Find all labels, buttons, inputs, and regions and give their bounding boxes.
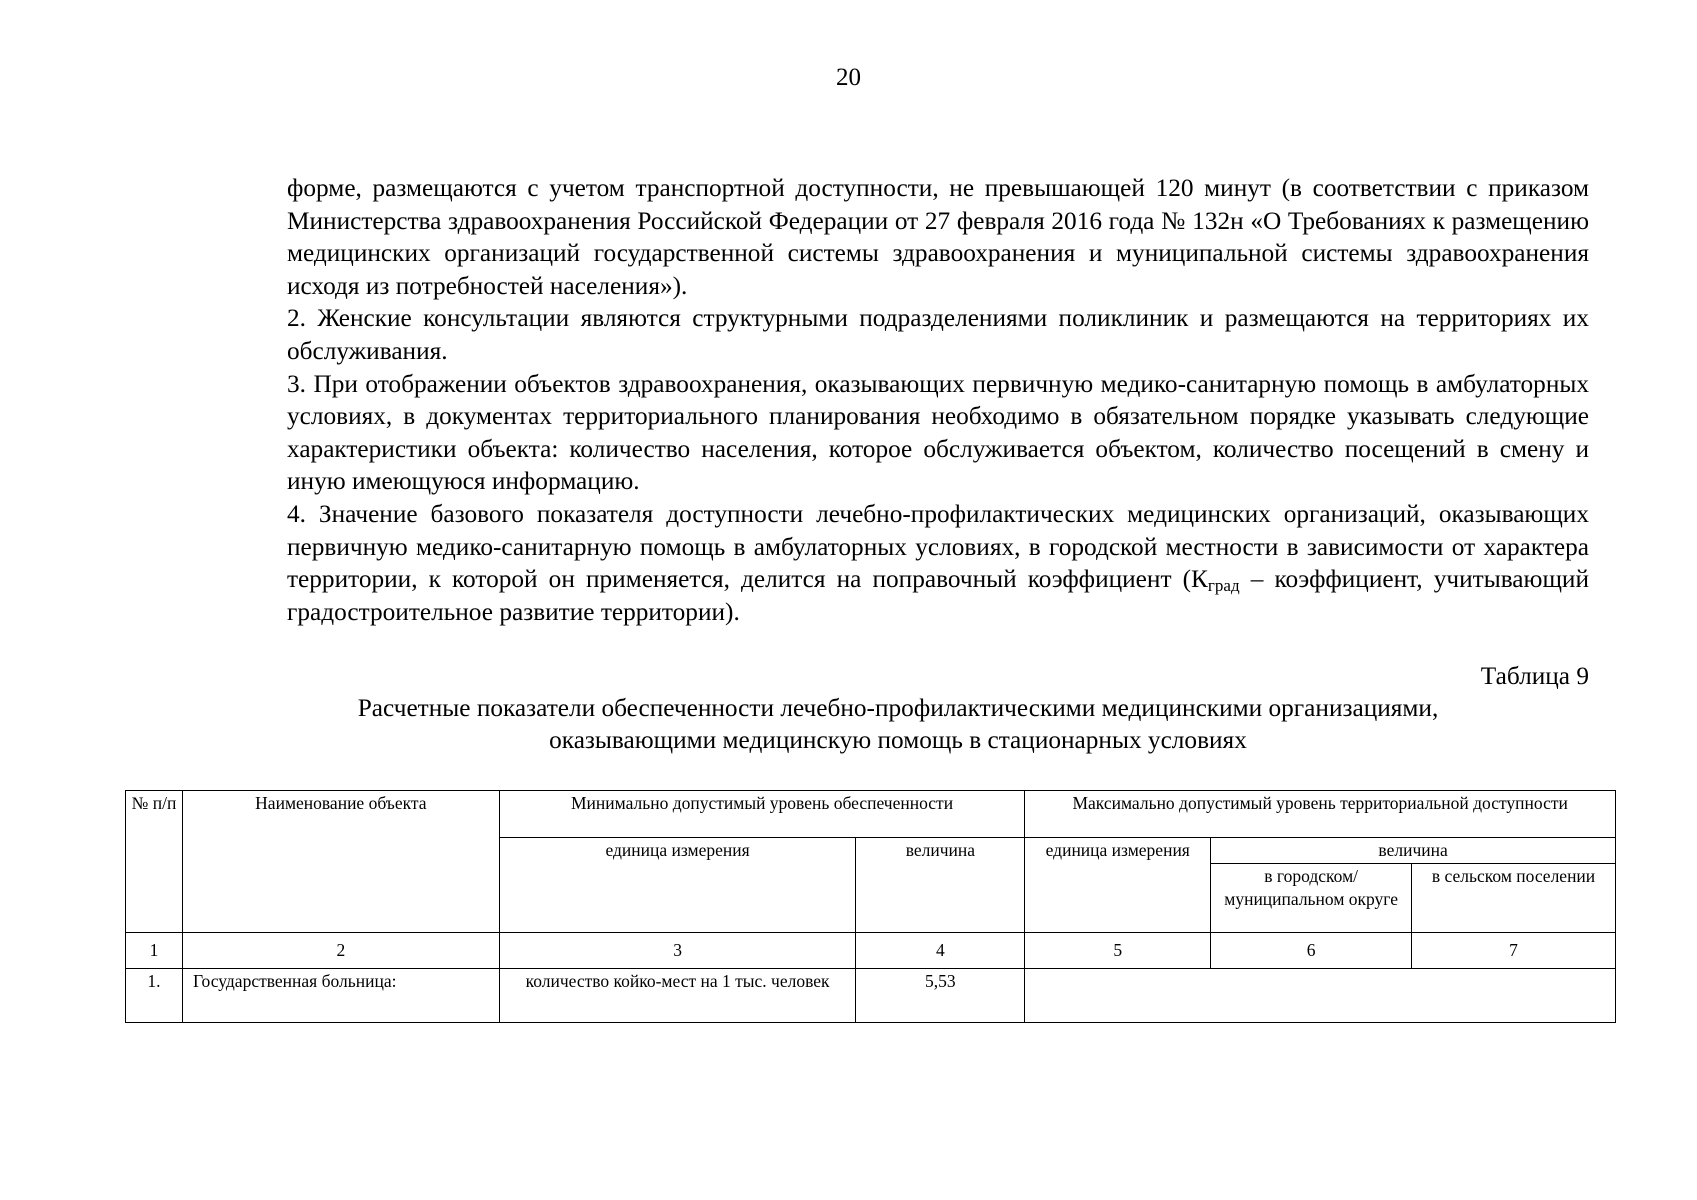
header-urban: в городском/ муниципальном округе <box>1211 864 1412 933</box>
table-title-line-2: оказывающими медицинскую помощь в стационарных условиях <box>549 726 1247 754</box>
header-min-level: Минимально допустимый уровень обеспеченности <box>499 791 1025 838</box>
table-number: Таблица 9 <box>1480 662 1589 690</box>
paragraph-4-main: 4. Значение базового показателя доступности лечебно-профилактических медицинских организаций, оказывающих первичную медико-санитарную помощь в амбулаторных условиях, в городской местности в зависимости от характера территории, к которой он применяется, делится на поправочный коэффициент (К <box>287 499 1589 594</box>
header-value-max: величина <box>1211 838 1616 864</box>
paragraph-2: 2. Женские консультации являются структурными подразделениями поликлиник и размещаются на территориях их обслуживания. <box>287 304 1589 365</box>
row-name: Государственная больница: <box>182 969 499 1023</box>
coefficient-subscript: град <box>1207 576 1240 596</box>
row-unit: количество койко-мест на 1 тыс. человек <box>499 969 856 1023</box>
column-number: 1 <box>126 933 183 969</box>
column-number: 5 <box>1025 933 1211 969</box>
table-caption <box>287 660 1589 756</box>
column-number: 7 <box>1412 933 1616 969</box>
row-value: 5,53 <box>856 969 1025 1023</box>
header-rural: в сельском поселении <box>1412 864 1616 933</box>
provision-table <box>125 790 1616 1023</box>
header-name: Наименование объекта <box>182 791 499 933</box>
column-number: 4 <box>856 933 1025 969</box>
table-row <box>126 969 1616 1023</box>
paragraph-3: 3. При отображении объектов здравоохранения, оказывающих первичную медико-санитарную помощь в амбулаторных условиях, в документах территориального планирования необходимо в обязательном порядке указывать следующие характеристики объекта: количество населения, которое обслуживается объектом, количество посещений в смену и иную имеющуюся информацию. <box>287 369 1589 496</box>
paragraph-1: форме, размещаются с учетом транспортной доступности, не превышающей 120 минут (в соответствии с приказом Министерства здравоохранения Российской Федерации от 27 февраля 2016 года № 132н «О Требованиях к размещению медицинских организаций государственной системы здравоохранения и муниципальной системы здравоохранения исходя из потребностей населения»). <box>287 174 1589 300</box>
row-empty-cell <box>1025 969 1616 1023</box>
page-number: 20 <box>836 64 861 91</box>
header-max-level: Максимально допустимый уровень территориальной доступности <box>1025 791 1616 838</box>
header-value-min: величина <box>856 838 1025 933</box>
body-text <box>287 172 1589 628</box>
paragraph-4 <box>287 498 1589 628</box>
header-unit-max: единица измерения <box>1025 838 1211 933</box>
paragraph-4-tail: – коэффициент, учитывающий градостроительное развитие территории). <box>287 565 1589 626</box>
table-title-line-1: Расчетные показатели обеспеченности лечебно-профилактическими медицинскими организациями, <box>357 694 1439 722</box>
header-num: № п/п <box>126 791 183 933</box>
header-unit-min: единица измерения <box>499 838 856 933</box>
column-number: 6 <box>1211 933 1412 969</box>
column-number: 3 <box>499 933 856 969</box>
row-num: 1. <box>126 969 183 1023</box>
column-number: 2 <box>182 933 499 969</box>
